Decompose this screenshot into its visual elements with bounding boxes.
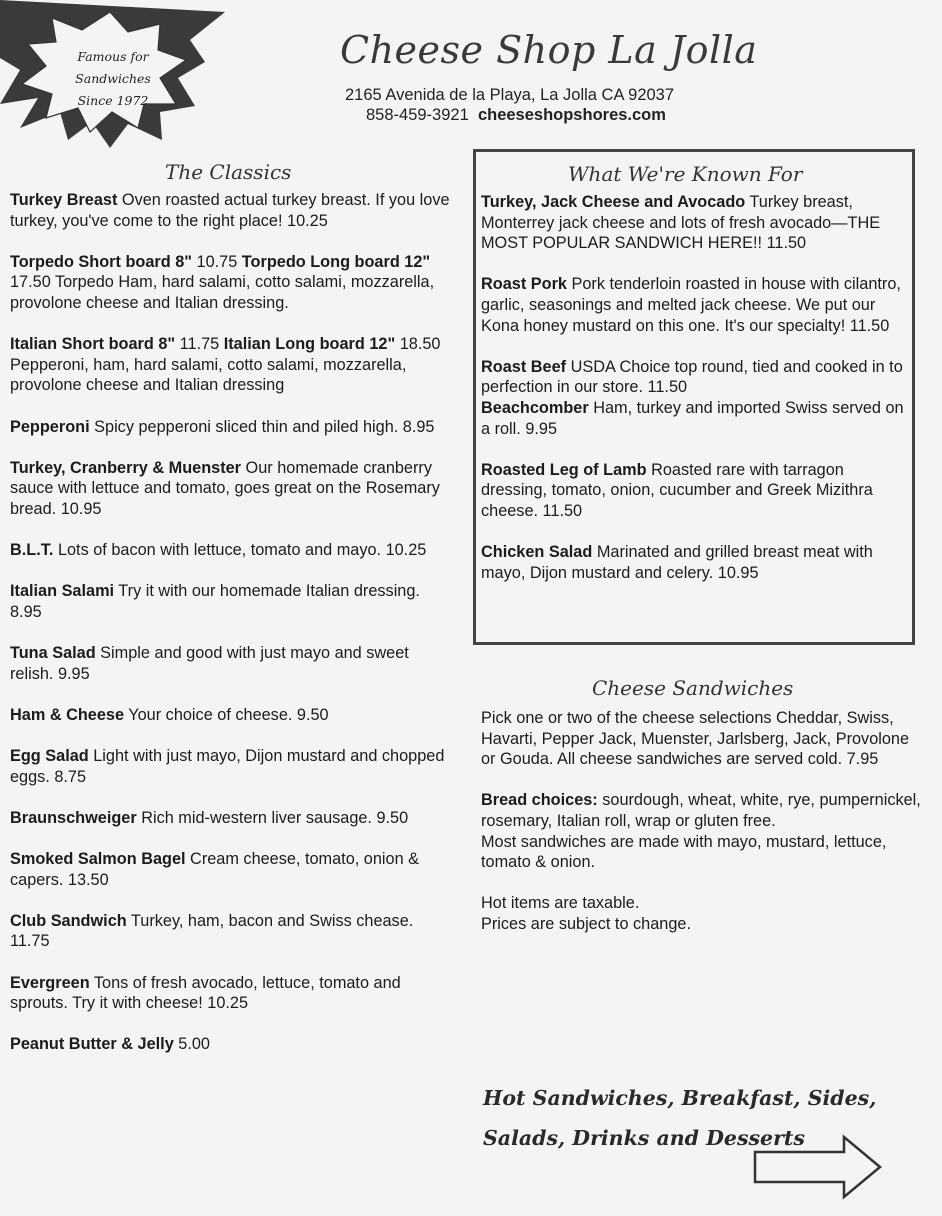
item-desc: Ham, turkey and imported Swiss served on a roll. 9.95 [481,398,904,438]
menu-item [10,252,450,314]
item-desc: Light with just mayo, Dijon mustard and chopped eggs. 8.75 [10,747,445,786]
more-line: Salads, Drinks and Desserts [483,1126,805,1150]
item-desc: Marinated and grilled breast meat with mayo, Dijon mustard and celery. 10.95 [481,543,873,582]
item-name: Tuna Salad [10,644,96,663]
item-name: Turkey, Jack Cheese and Avocado [481,193,746,211]
item-name: Peanut Butter & Jelly [10,1035,174,1054]
badge-line: Famous for [77,49,149,64]
item-name: Italian Long board 12" [223,335,396,354]
bread-text: sourdough, wheat, white, rye, pumpernickel, rosemary, Italian roll, wrap or gluten free. [481,791,921,830]
item-name: Roast Beef [481,357,567,376]
item-desc: 10.75 [192,252,242,271]
item-desc: Your choice of cheese. 9.50 [124,705,329,724]
menu-item [481,542,911,583]
item-name: Egg Salad [10,747,89,766]
badge-line: Since 1972 [77,93,149,108]
item-name: Italian Short board 8" [10,335,176,354]
menu-item [481,460,911,522]
item-desc: Try it with our homemade Italian dressing. 8.95 [10,582,420,621]
price-note: Prices are subject to change. [481,914,691,933]
cheese-section [481,708,921,935]
menu-item [10,417,450,438]
menu-item [481,192,911,254]
menu-item [10,746,450,787]
item-name: Smoked Salmon Bagel [10,850,186,868]
item-name: Braunschweiger [10,808,137,827]
menu-item [481,398,911,439]
item-desc: Simple and good with just mayo and sweet relish. 9.95 [10,644,409,683]
known-for-heading: What We're Known For [568,162,803,186]
more-line: Hot Sandwiches, Breakfast, Sides, [483,1086,877,1110]
item-name: Evergreen [10,973,90,992]
cheese-intro: Pick one or two of the cheese selections Cheddar, Swiss, Havarti, Pepper Jack, Muenster, Jarlsberg, Jack, Provolone or Gouda. All cheese sandwiches are served cold. 7.95 [481,709,910,769]
menu-item [10,1034,450,1055]
item-desc: Our homemade cranberry sauce with lettuce and tomato, goes great on the Rosemary bread. 10.95 [10,458,440,518]
item-desc: 5.00 [173,1035,210,1054]
badge-text [58,46,168,112]
item-name: Ham & Cheese [10,705,125,724]
cheese-heading: Cheese Sandwiches [592,676,794,700]
item-name: Turkey, Cranberry & Muenster [10,458,242,477]
menu-item [481,274,911,336]
item-name: Pepperoni [10,417,90,436]
menu-item [10,540,450,561]
classics-list [10,190,450,1076]
item-desc: Turkey, ham, bacon and Swiss chease. 11.75 [10,911,414,951]
menu-item [10,458,450,520]
menu-item [10,581,450,622]
item-name: B.L.T. [10,541,54,560]
item-desc: Tons of fresh avocado, lettuce, tomato and sprouts. Try it with cheese! 10.25 [10,973,401,1013]
item-name: Turkey Breast [10,191,118,209]
item-desc: Spicy pepperoni sliced thin and piled high. 8.95 [89,417,435,436]
menu-item [10,334,450,396]
item-name: Roasted Leg of Lamb [481,460,647,479]
item-desc: Turkey breast, Monterrey jack cheese and lots of fresh avocado—THE MOST POPULAR SANDWICH HERE!! 11.50 [481,193,881,253]
menu-item [10,190,450,231]
item-name: Italian Salami [10,582,115,601]
menu-item [10,849,450,890]
menu-item [10,643,450,684]
item-desc: Rich mid-western liver sausage. 9.50 [136,808,409,827]
item-name: Torpedo Long board 12" [241,252,431,271]
item-name: Beachcomber [481,398,589,417]
item-desc: Roasted rare with tarragon dressing, tomato, onion, cucumber and Greek Mizithra cheese. 11.50 [481,460,873,520]
item-desc: 17.50 Torpedo Ham, hard salami, cotto salami, mozzarella, provolone cheese and Italian dressing. [10,273,435,312]
item-name: Chicken Salad [481,543,593,562]
item-desc: Cream cheese, tomato, onion & capers. 13.50 [10,850,420,889]
menu-item [481,357,911,398]
menu-item [10,705,450,726]
item-desc: Lots of bacon with lettuce, tomato and mayo. 10.25 [53,541,427,560]
item-desc: 18.50 Pepperoni, ham, hard salami, cotto salami, mozzarella, provolone cheese and Italian dressing [10,335,441,395]
tax-note: Hot items are taxable. [481,894,640,913]
item-desc: USDA Choice top round, tied and cooked in to perfection in our store. 11.50 [481,357,903,397]
badge-line: Sandwiches [75,71,151,86]
item-name: Club Sandwich [10,911,127,930]
bread-label: Bread choices: [481,791,598,810]
menu-item [10,808,450,829]
item-name: Torpedo Short board 8" [10,252,192,271]
item-desc: 11.75 [175,335,224,354]
shop-phone: 858-459-3921 [366,106,469,124]
menu-item [10,973,450,1014]
item-desc: Oven roasted actual turkey breast. If you love turkey, you've come to the right place! 10.25 [10,191,450,230]
shop-title: Cheese Shop La Jolla [340,28,758,72]
item-desc: Pork tenderloin roasted in house with cilantro, garlic, seasonings and melted jack cheese. We put our Kona honey mustard on this one. It's our specialty! 11.50 [481,275,901,335]
item-name: Roast Pork [481,275,567,294]
condiments-note: Most sandwiches are made with mayo, mustard, lettuce, tomato & onion. [481,832,887,872]
classics-heading: The Classics [165,160,292,184]
shop-address: 2165 Avenida de la Playa, La Jolla CA 92037 [345,86,675,104]
shop-website: cheeseshopshores.com [477,106,666,124]
known-for-list [481,192,911,604]
bread-choices [481,790,921,831]
arrow-right-icon [752,1134,884,1200]
shop-contact [366,106,666,125]
menu-item [10,911,450,952]
